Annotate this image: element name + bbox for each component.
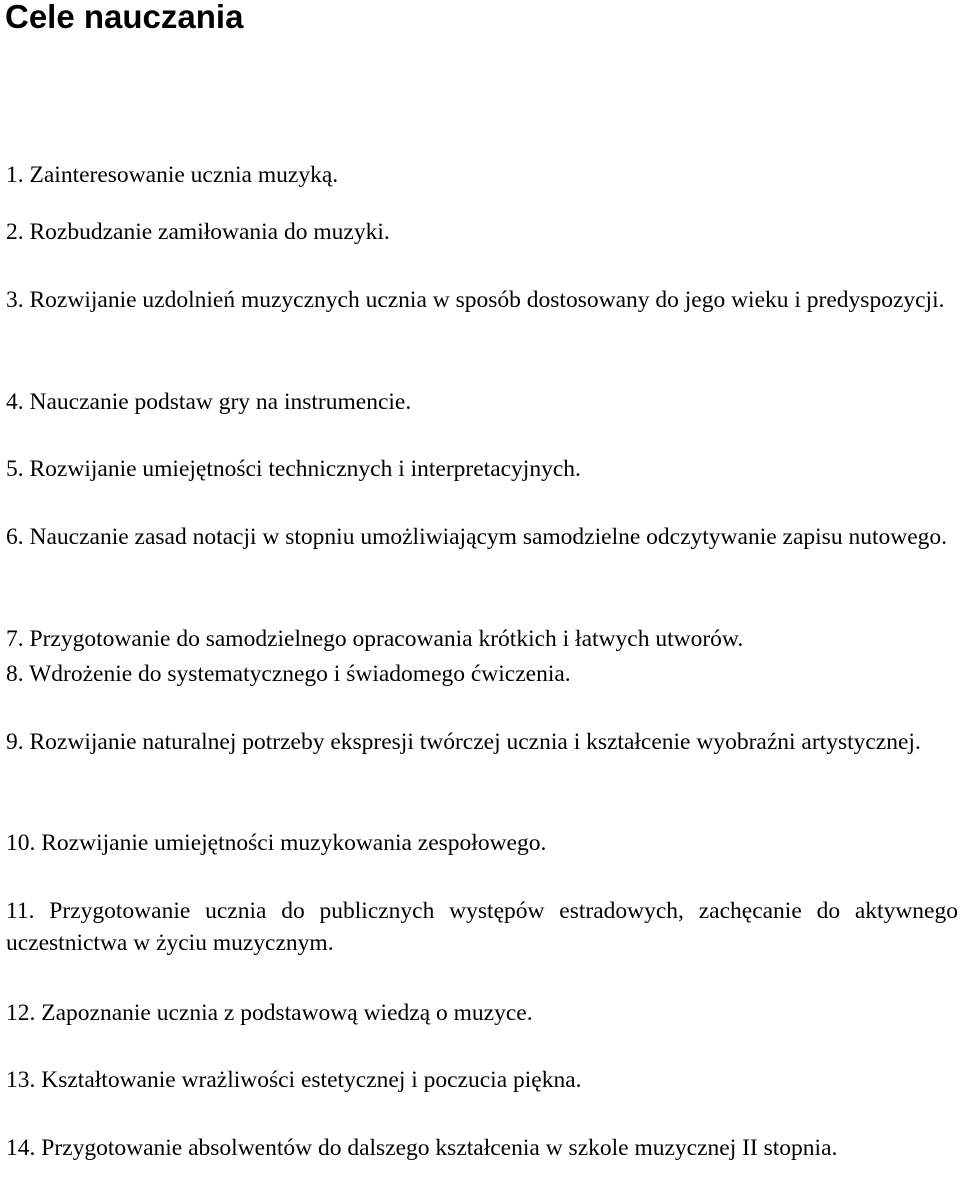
list-item-5: 5. Rozwijanie umiejętności technicznych i interpretacyjnych.	[6, 456, 581, 482]
list-item-6: 6. Nauczanie zasad notacji w stopniu umożliwiającym samodzielne odczytywanie zapisu nutowego.	[6, 524, 947, 550]
list-item-7: 7. Przygotowanie do samodzielnego opracowania krótkich i łatwych utworów.	[6, 626, 744, 652]
list-item-4: 4. Nauczanie podstaw gry na instrumencie.	[6, 389, 412, 415]
page-title: Cele nauczania	[5, 0, 244, 35]
list-item-11: 11. Przygotowanie ucznia do publicznych występów estradowych, zachęcanie do aktywnego uczestnictwa w życiu muzycznym.	[6, 898, 958, 956]
list-item-9: 9. Rozwijanie naturalnej potrzeby ekspresji twórczej ucznia i kształcenie wyobraźni artystycznej.	[6, 729, 921, 755]
list-item-13: 13. Kształtowanie wrażliwości estetycznej i poczucia piękna.	[6, 1067, 582, 1093]
list-item-14: 14. Przygotowanie absolwentów do dalszego kształcenia w szkole muzycznej II stopnia.	[6, 1135, 838, 1161]
list-item-1: 1. Zainteresowanie ucznia muzyką.	[6, 162, 339, 188]
list-item-3: 3. Rozwijanie uzdolnień muzycznych ucznia w sposób dostosowany do jego wieku i predyspozycji.	[6, 287, 945, 313]
list-item-10: 10. Rozwijanie umiejętności muzykowania zespołowego.	[6, 830, 547, 856]
list-item-12: 12. Zapoznanie ucznia z podstawową wiedzą o muzyce.	[6, 1000, 533, 1026]
list-item-8: 8. Wdrożenie do systematycznego i świadomego ćwiczenia.	[6, 661, 571, 687]
list-item-2: 2. Rozbudzanie zamiłowania do muzyki.	[6, 219, 390, 245]
